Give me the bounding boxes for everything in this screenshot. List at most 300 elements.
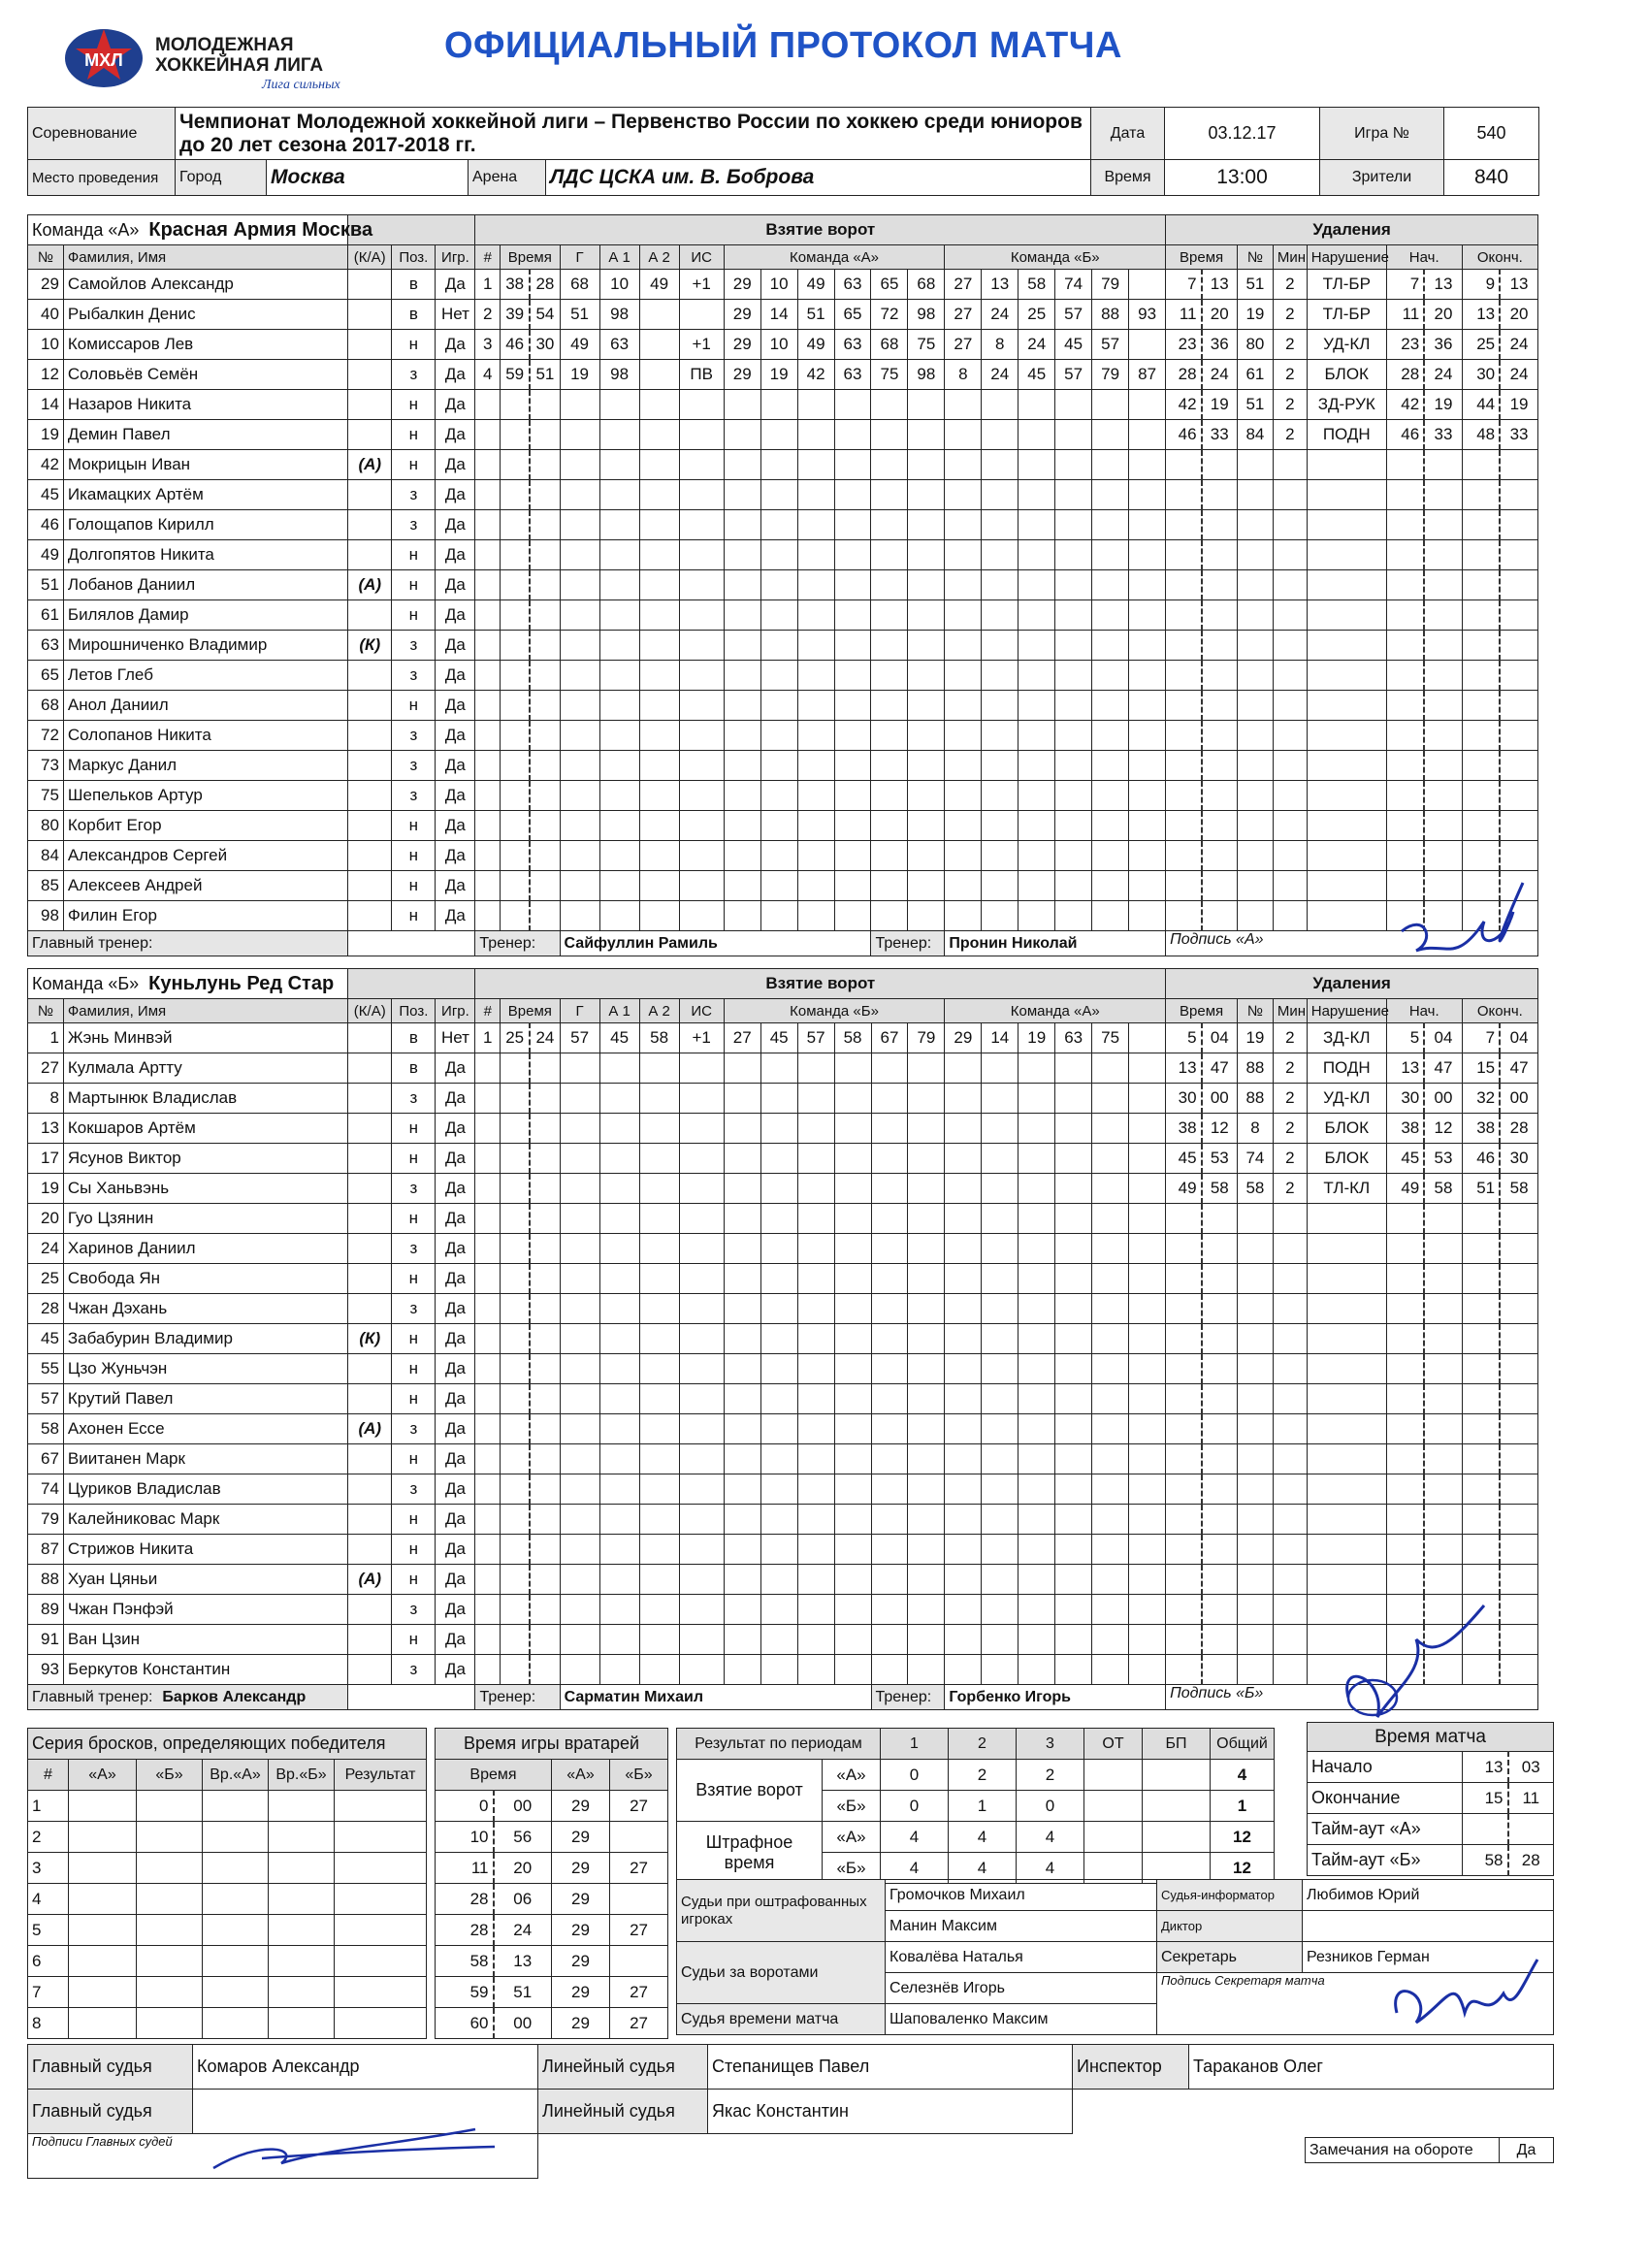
shootout-cell [269,1977,335,2008]
penalty-end-min: 15 [1462,1053,1500,1084]
head-coach-name: Барков Александр [162,1688,307,1705]
penalty-end-min [1462,1414,1500,1444]
period-col: 3 [1017,1729,1084,1760]
player-name: Забабурин Владимир [63,1324,347,1354]
goal-assist2 [639,1384,679,1414]
goal-situation [679,480,724,510]
opp-on-ice [945,1354,982,1384]
goalie-second: 13 [494,1946,552,1977]
player-number: 88 [28,1565,64,1595]
goal-minute [501,1565,531,1595]
penalty-violation: БЛОК [1307,1114,1386,1144]
player-role [348,1535,392,1565]
goal-number [475,1294,501,1324]
opp-on-ice [945,480,982,510]
opp-on-ice [1129,1565,1166,1595]
goal-second [530,450,560,480]
penalty-minutes: 2 [1273,330,1307,360]
own-on-ice: 72 [871,300,908,330]
goal-scorer [560,540,599,570]
goal-assist2 [639,540,679,570]
penalty-start-sec: 58 [1424,1174,1462,1204]
player-played: Да [436,360,475,390]
own-on-ice [834,811,871,841]
player-role [348,1023,392,1053]
secretary-signature-label: Подпись Секретаря матча [1157,1973,1554,2035]
penalty-minute: 42 [1166,390,1202,420]
goal-minute: 59 [501,360,531,390]
opp-on-ice: 24 [1018,330,1055,360]
penalty-end-sec [1500,1414,1537,1444]
opp-on-ice: 8 [982,330,1018,360]
goal-number [475,1565,501,1595]
penalty-end-min [1462,1384,1500,1414]
opp-on-ice [1018,781,1055,811]
opp-on-ice [1055,1204,1092,1234]
team-header-row [28,215,1538,245]
penalty-minutes [1273,751,1307,781]
own-on-ice: 58 [834,1023,871,1053]
opp-lineup-col: Команда «А» [945,999,1166,1023]
shootout-cell [335,1853,427,1884]
penalty-start-sec [1424,570,1462,600]
player-number: 14 [28,390,64,420]
penalty-end-sec [1500,661,1537,691]
penalty-minute: 30 [1166,1084,1202,1114]
penalty-end-min [1462,1565,1500,1595]
own-on-ice [724,1505,760,1535]
goal-situation [679,1474,724,1505]
own-on-ice [797,1565,834,1595]
goal-assist2 [639,631,679,661]
column-header-row [28,999,1538,1023]
player-number: 29 [28,270,64,300]
player-role [348,510,392,540]
team-label [28,215,373,245]
goal-assist2 [639,1595,679,1625]
own-on-ice [797,841,834,871]
goal-assist2 [639,1294,679,1324]
coach1-name: Сайфуллин Рамиль [560,931,871,956]
period-value [1084,1822,1143,1853]
penalty-start-min [1386,570,1424,600]
opp-on-ice [1092,1294,1129,1324]
timeout-a-minutes [1508,1814,1554,1845]
penalty-violation: ЗД-РУК [1307,390,1386,420]
own-on-ice [871,901,908,931]
own-on-ice [834,450,871,480]
goal-number [475,721,501,751]
player-position: н [392,1535,436,1565]
player-played: Да [436,1294,475,1324]
player-row [28,270,1538,300]
penalty-end-min [1462,1474,1500,1505]
penalty-start-min [1386,721,1424,751]
spectators-label: Зрители [1320,160,1444,196]
opp-on-ice [1092,1444,1129,1474]
goal-number [475,1535,501,1565]
own-on-ice [760,1084,797,1114]
player-row [28,1474,1538,1505]
player-played: Да [436,691,475,721]
opp-on-ice [1018,480,1055,510]
opp-on-ice [945,1625,982,1655]
player-number: 87 [28,1535,64,1565]
penalty-start-min: 13 [1386,1053,1424,1084]
pen-min-col: Мин [1273,999,1307,1023]
own-on-ice [834,1535,871,1565]
goal-assist2 [639,1655,679,1685]
penalty-end-min [1462,691,1500,721]
penalty-end-min: 38 [1462,1114,1500,1144]
goal-num-col: # [475,999,501,1023]
ka-col: (К/А) [348,245,392,270]
player-played: Да [436,781,475,811]
opp-on-ice [1129,1655,1166,1685]
own-on-ice [724,510,760,540]
penalty-minutes [1273,1444,1307,1474]
penalty-minutes [1273,1324,1307,1354]
opp-on-ice [982,1084,1018,1114]
match-end-label: Окончание [1308,1783,1463,1814]
goal-scorer [560,751,599,781]
own-on-ice [871,390,908,420]
name-col: Фамилия, Имя [63,245,347,270]
player-row [28,330,1538,360]
own-on-ice [797,1595,834,1625]
opp-on-ice [1129,1324,1166,1354]
penalty-minute: 7 [1166,270,1202,300]
goal-assist2 [639,901,679,931]
opp-on-ice [945,1204,982,1234]
opp-on-ice [982,1505,1018,1535]
goal-minute [501,1114,531,1144]
shootout-col: «Б» [137,1760,203,1791]
penalty-start-sec [1424,1204,1462,1234]
goalie-minute: 0 [436,1791,494,1822]
main-referee-label-1: Главный судья [28,2045,193,2090]
own-on-ice [760,751,797,781]
penalty-player: 58 [1237,1174,1273,1204]
penalty-start-min [1386,1204,1424,1234]
opp-on-ice [1018,1505,1055,1535]
player-played: Да [436,1565,475,1595]
player-played: Да [436,390,475,420]
goal-second [530,390,560,420]
penalty-start-sec [1424,1535,1462,1565]
player-played: Да [436,1234,475,1264]
player-name: Рыбалкин Денис [63,300,347,330]
penalty-start-min [1386,751,1424,781]
announcer-name [1303,1911,1554,1942]
shootout-row [28,1791,427,1822]
goal-assist1: 98 [599,360,639,390]
penalty-minutes [1273,1535,1307,1565]
shootout-cell [137,1822,203,1853]
goalie-minute: 28 [436,1884,494,1915]
period-value: 12 [1211,1853,1275,1884]
opp-on-ice [1129,510,1166,540]
shootout-cell [137,1915,203,1946]
opp-on-ice: 27 [945,300,982,330]
penalty-second: 24 [1202,360,1238,390]
goal-minute [501,691,531,721]
goalie-second: 24 [494,1915,552,1946]
penalty-judge-2: Манин Максим [886,1911,1157,1942]
player-name: Маркус Данил [63,751,347,781]
timeout-b-row [1308,1845,1554,1876]
goal-situation [679,1414,724,1444]
goal-number [475,1474,501,1505]
opp-on-ice [945,1595,982,1625]
penalty-start-min [1386,691,1424,721]
linesman-label-1: Линейный судья [538,2045,708,2090]
opp-on-ice [1129,901,1166,931]
penalty-minutes [1273,1384,1307,1414]
penalty-second [1202,1384,1238,1414]
goal-assist2 [639,450,679,480]
opp-on-ice [1018,1595,1055,1625]
goal-situation: +1 [679,330,724,360]
goal-number [475,1414,501,1444]
pen-num-col: № [1237,245,1273,270]
own-on-ice [760,1595,797,1625]
opp-on-ice [982,631,1018,661]
goal-assist1 [599,570,639,600]
player-played: Да [436,1625,475,1655]
penalty-start-min [1386,781,1424,811]
opp-on-ice [1055,1324,1092,1354]
penalty-player: 61 [1237,360,1273,390]
goal-second [530,1324,560,1354]
own-on-ice: 45 [760,1023,797,1053]
player-number: 61 [28,600,64,631]
player-number: 84 [28,841,64,871]
match-time-title: Время матча [1308,1723,1554,1752]
shootout-cell [69,1822,137,1853]
own-on-ice [908,721,945,751]
goal-second [530,1204,560,1234]
player-name: Кулмала Артту [63,1053,347,1084]
penalty-minute: 5 [1166,1023,1202,1053]
own-on-ice: 68 [871,330,908,360]
player-row [28,661,1538,691]
own-on-ice [797,871,834,901]
own-on-ice [908,1414,945,1444]
player-row [28,510,1538,540]
penalty-start-min [1386,450,1424,480]
period-value: 0 [881,1791,949,1822]
goal-scorer [560,871,599,901]
penalty-start-min: 11 [1386,300,1424,330]
opp-on-ice [945,1505,982,1535]
player-number: 91 [28,1625,64,1655]
timeout-b-hours: 58 [1463,1845,1508,1876]
penalty-start-min [1386,1324,1424,1354]
player-played: Да [436,841,475,871]
opp-on-ice [945,1294,982,1324]
own-on-ice [871,871,908,901]
goal-scorer [560,661,599,691]
player-played: Да [436,1144,475,1174]
shootout-cell [335,1791,427,1822]
own-on-ice [834,1114,871,1144]
goal-second [530,1294,560,1324]
own-on-ice [724,1535,760,1565]
goal-second [530,1565,560,1595]
goal-second [530,480,560,510]
opp-on-ice [1129,871,1166,901]
goal-number [475,1174,501,1204]
own-on-ice [797,1264,834,1294]
opp-on-ice [945,450,982,480]
shootout-cell [335,1946,427,1977]
player-played: Да [436,1535,475,1565]
player-role [348,1354,392,1384]
player-number: 79 [28,1505,64,1535]
goal-assist1: 63 [599,330,639,360]
penalty-second [1202,1234,1238,1264]
own-on-ice [834,781,871,811]
own-on-ice [724,631,760,661]
goal-minute [501,570,531,600]
own-on-ice [760,1505,797,1535]
penalty-start-sec: 47 [1424,1053,1462,1084]
own-on-ice [797,1625,834,1655]
penalty-start-min: 28 [1386,360,1424,390]
own-on-ice [908,1174,945,1204]
own-on-ice [871,420,908,450]
penalty-start-min: 23 [1386,330,1424,360]
penalty-end-sec [1500,1384,1537,1414]
opp-on-ice [1092,751,1129,781]
player-number: 10 [28,330,64,360]
goal-assist2 [639,360,679,390]
opp-on-ice [1055,1384,1092,1414]
own-on-ice [908,1144,945,1174]
penalty-violation [1307,901,1386,931]
own-on-ice [724,1114,760,1144]
opp-on-ice [982,1414,1018,1444]
player-position: в [392,1053,436,1084]
goal-assist2 [639,1053,679,1084]
game-number-label: Игра № [1320,108,1444,160]
city-value: Москва [267,160,469,196]
shootout-col: «А» [69,1760,137,1791]
violation-col: Нарушение [1307,999,1386,1023]
penalty-violation: ТЛ-БР [1307,300,1386,330]
penalty-player [1237,781,1273,811]
own-on-ice [760,1324,797,1354]
own-on-ice [871,631,908,661]
player-name: Стрижов Никита [63,1535,347,1565]
period-col: 1 [881,1729,949,1760]
opp-on-ice [1092,1655,1129,1685]
opp-on-ice [1055,600,1092,631]
player-number: 20 [28,1204,64,1234]
player-role: (К) [348,631,392,661]
penalty-start-sec [1424,1565,1462,1595]
goal-assist2 [639,390,679,420]
mhl-logo-icon [60,23,147,91]
own-on-ice [797,1535,834,1565]
goal-assist2 [639,1625,679,1655]
shootout-cell [137,2008,203,2039]
period-value: 0 [881,1760,949,1791]
period-value: 2 [1017,1760,1084,1791]
opp-on-ice [945,841,982,871]
period-col: Общий [1211,1729,1275,1760]
own-on-ice [797,1655,834,1685]
player-played: Да [436,1084,475,1114]
penalty-second: 04 [1202,1023,1238,1053]
penalty-end-min: 44 [1462,390,1500,420]
timeout-a-row [1308,1814,1554,1845]
own-on-ice [834,1505,871,1535]
penalty-minutes [1273,570,1307,600]
announcer-label: Диктор [1157,1911,1303,1942]
player-number: 73 [28,751,64,781]
penalty-player [1237,1384,1273,1414]
goal-situation [679,631,724,661]
player-role [348,1234,392,1264]
penalty-second: 13 [1202,270,1238,300]
player-role [348,270,392,300]
goal-number [475,540,501,570]
player-name: Александров Сергей [63,841,347,871]
opp-on-ice [1092,540,1129,570]
opp-on-ice [945,600,982,631]
opp-on-ice [1092,841,1129,871]
penalty-second [1202,1414,1238,1444]
player-row [28,691,1538,721]
penalty-violation [1307,540,1386,570]
opp-on-ice [1129,1354,1166,1384]
goal-second [530,811,560,841]
player-role [348,420,392,450]
goal-number [475,1234,501,1264]
goal-second [530,1114,560,1144]
penalty-minute [1166,1234,1202,1264]
own-on-ice [908,901,945,931]
goal-number [475,1144,501,1174]
penalty-minute: 11 [1166,300,1202,330]
game-number: 540 [1444,108,1539,160]
player-name: Калейниковас Марк [63,1505,347,1535]
penalty-end-sec [1500,540,1537,570]
penalty-end-sec [1500,721,1537,751]
own-on-ice [760,871,797,901]
inspector-name: Тараканов Олег [1189,2045,1554,2090]
goalie-b: 27 [610,1853,668,1884]
opp-on-ice [945,390,982,420]
own-on-ice [797,721,834,751]
penalty-violation [1307,721,1386,751]
goal-assist2 [639,1174,679,1204]
player-role: (А) [348,450,392,480]
player-played: Да [436,330,475,360]
head-coach-label: Главный тренер: [32,1688,153,1705]
penalty-second [1202,480,1238,510]
opp-on-ice [1092,631,1129,661]
goal-assist2: 58 [639,1023,679,1053]
penalty-end-min: 46 [1462,1144,1500,1174]
own-on-ice [834,751,871,781]
own-on-ice [797,1174,834,1204]
player-number: 75 [28,781,64,811]
match-start-row [1308,1752,1554,1783]
goal-minute [501,751,531,781]
